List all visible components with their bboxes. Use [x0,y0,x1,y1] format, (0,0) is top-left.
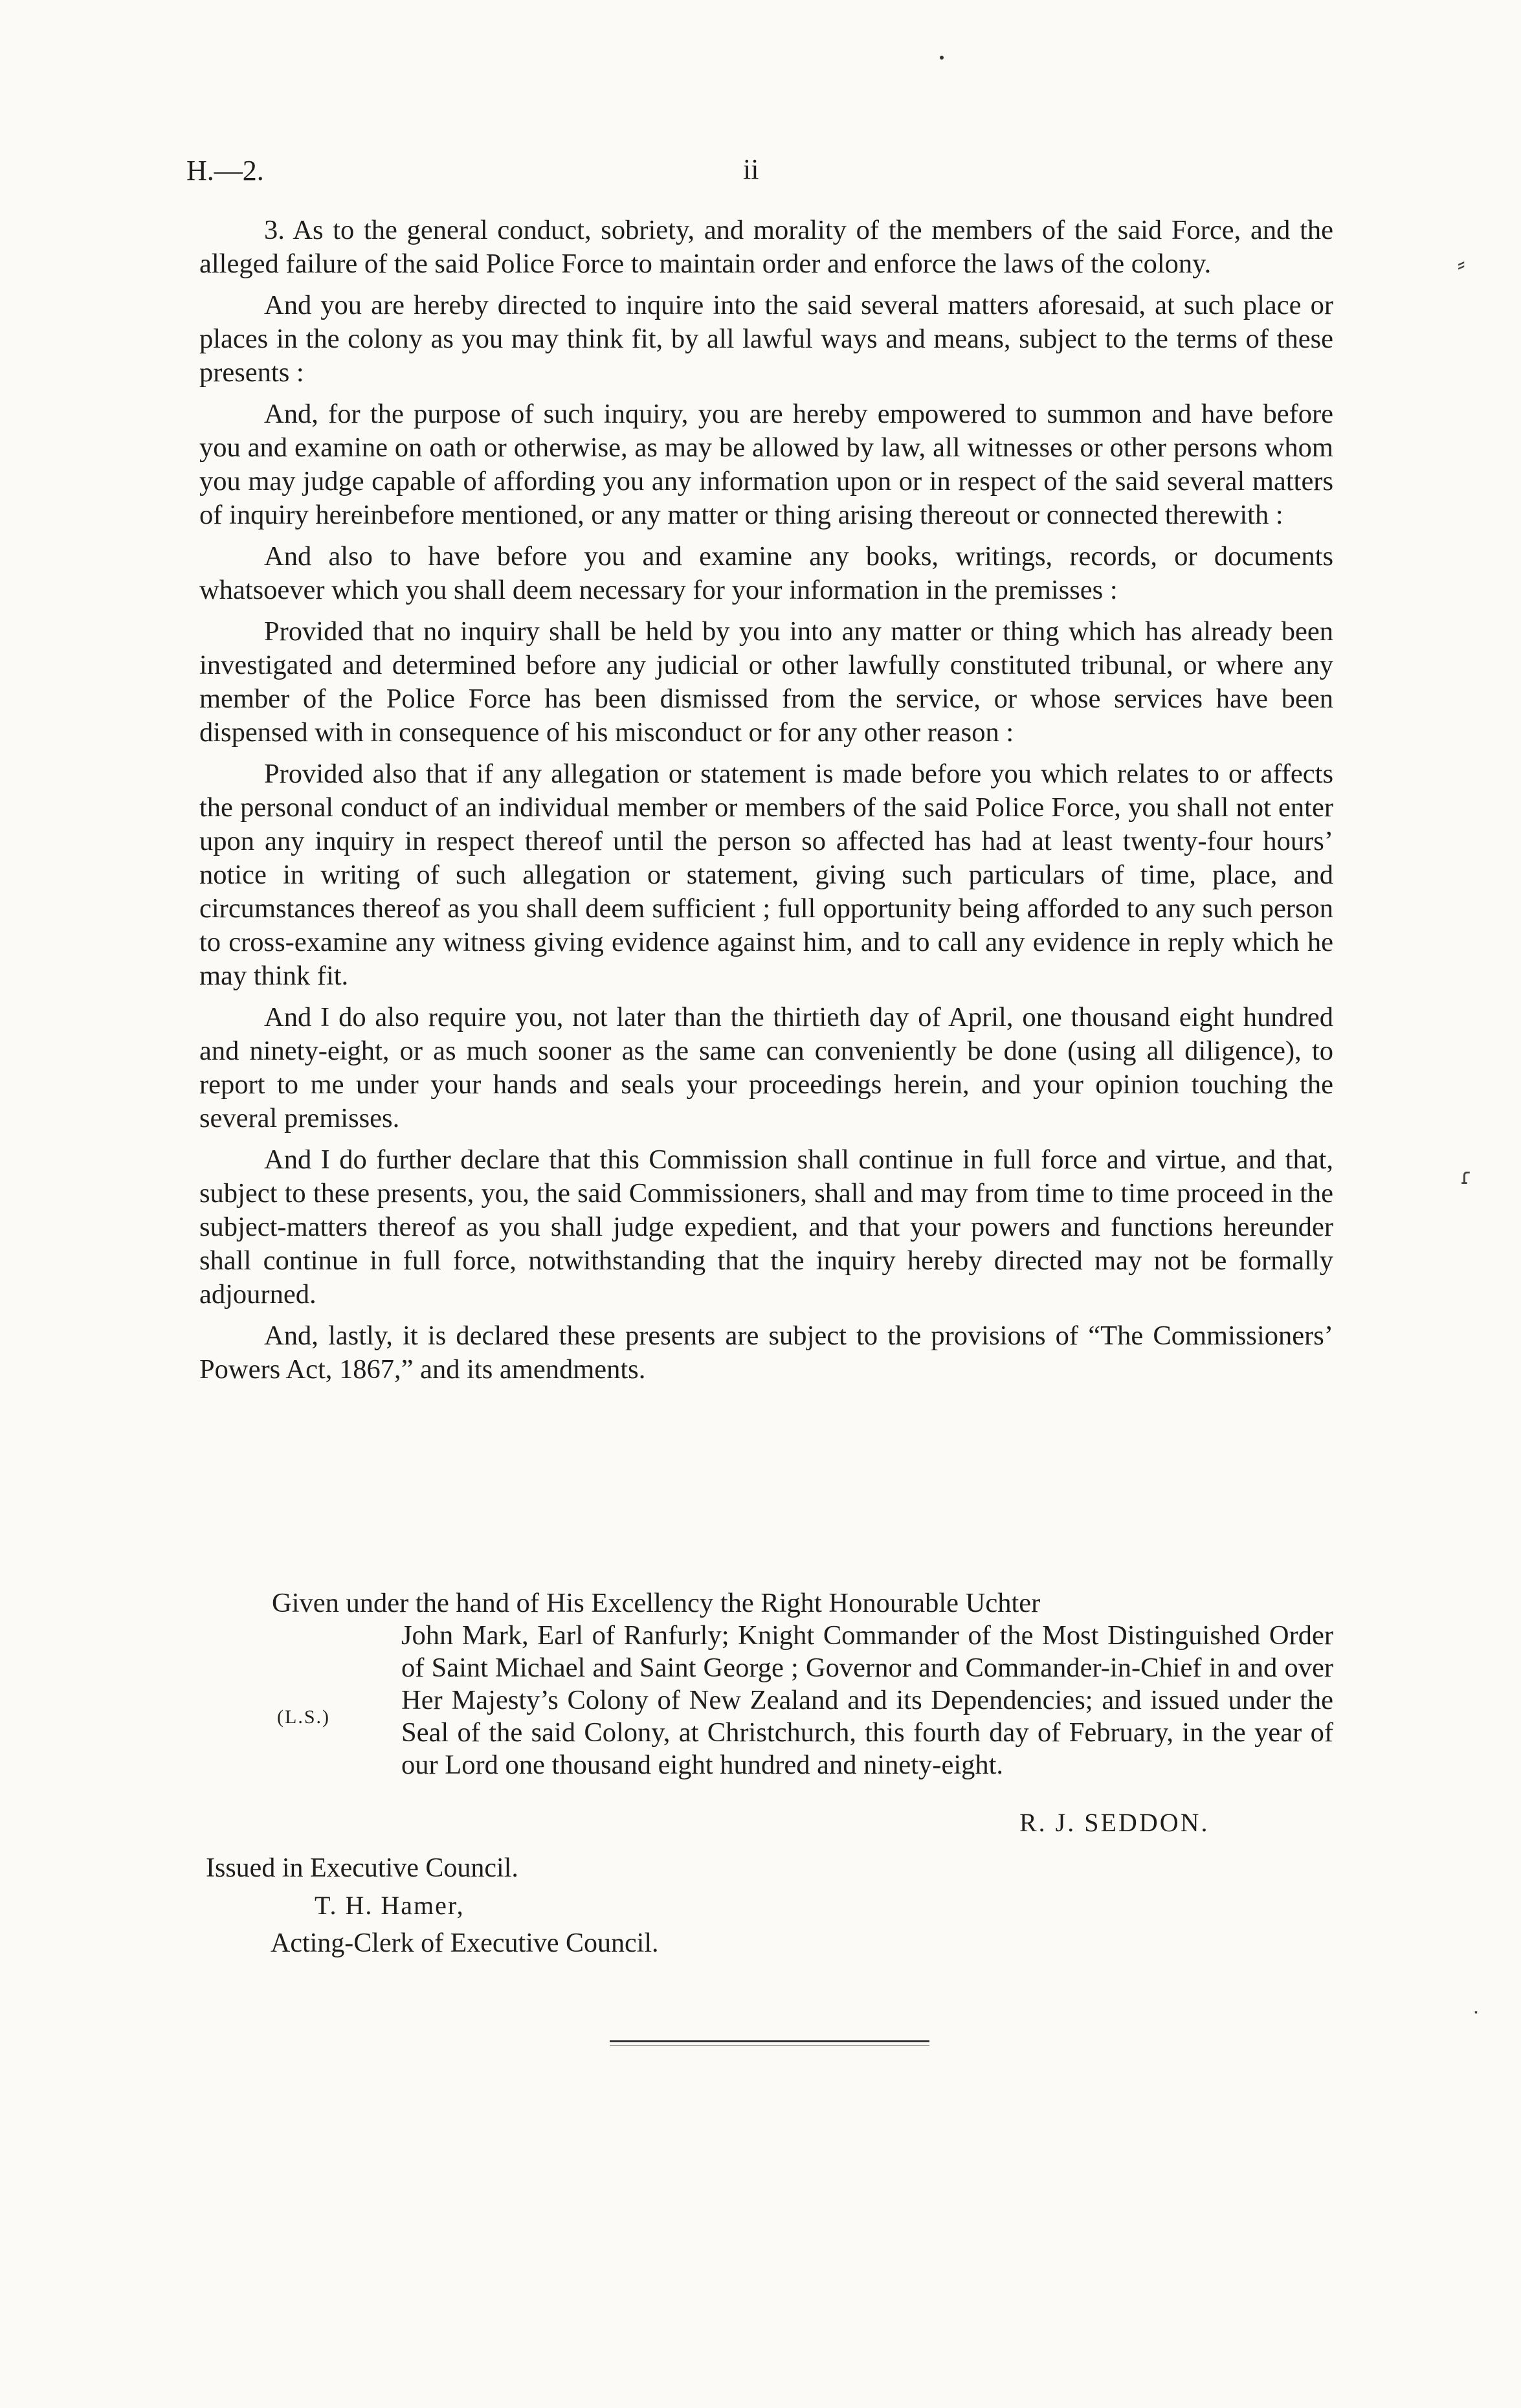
paragraph-report-deadline: And I do also require you, not later than the thirtieth day of April, one thousand eight hundred and ninety-eight, or as much sooner as the same can conveniently be done (using all diligence), to report to me under your hands and seals your proceedings herein, and your opinion touching the several premisses. [199,1002,1333,1133]
issued-line: Issued in Executive Council. [206,1853,518,1883]
seal-mark: (L.S.) [277,1706,330,1728]
paragraph-provisions-act: And, lastly, it is declared these presents are subject to the provisions of “The Commissioners’ Powers Act, 1867,” and its amendments. [199,1321,1333,1385]
margin-mark-middle-right: ɾ [1460,1164,1472,1190]
clerk-name: T. H. Hamer, [315,1891,465,1920]
paragraph-empowered-summon: And, for the purpose of such inquiry, you are hereby empowered to summon and have before you and examine on oath or otherwise, as may be allowed by law, all witnesses or other persons whom you may judge capable of affording you any information upon or in respect of the said several matters of inquiry hereinbefore mentioned, or any matter or thing arising thereout or connected therewith : [199,399,1333,530]
paragraph-conduct: 3. As to the general conduct, sobriety, and morality of the members of the said Force, and the alleged failure of the said Police Force to maintain order and enforce the laws of the colony. [199,215,1333,279]
speck-mark [940,56,944,60]
paragraph-directed-inquire: And you are hereby directed to inquire into the said several matters aforesaid, at such place or places in the colony as you may think fit, by all lawful ways and means, subject to the terms of these presents : [199,290,1333,388]
margin-mark-bottom-right: ˙ [1471,2008,1482,2034]
document-reference: H.—2. [186,155,264,186]
paragraph-continuation: And I do further declare that this Commission shall continue in full force and virtue, and that, subject to these presents, you, the said Commissioners, shall and may from time to time proceed in the subject-matters thereof as you shall judge expedient, and that your powers and functions hereunder shall continue in full force, notwithstanding that the inquiry hereby directed may not be formally adjourned. [199,1144,1333,1310]
margin-mark-top-right: ⸗ [1458,251,1465,277]
clerk-title: Acting-Clerk of Executive Council. [271,1928,659,1958]
paragraph-proviso-prior-matters: Provided that no inquiry shall be held by you into any matter or thing which has already been investigated and determined before any judicial or other lawfully constituted tribunal, or where any member of the Police Force has been dismissed from the service, or whose services have been dispensed with in consequence of his misconduct or for any other reason : [199,616,1333,748]
closing-rule [610,2040,929,2042]
paragraph-proviso-notice: Provided also that if any allegation or statement is made before you which relates to or affects the personal conduct of an individual member or members of the said Police Force, you shall not enter upon any inquiry in respect thereof until the person so affected has had at least twenty-four hours’ notice in writing of such allegation or statement, giving such particulars of time, place, and circumstances thereof as you shall deem sufficient ; full opportunity being afforded to any such person to cross-examine any witness giving evidence against him, and to call any evidence in reply which he may think fit. [199,759,1333,991]
page-number: ii [743,153,759,185]
given-first-line: Given under the hand of His Excellency the Right Honourable Uchter [272,1588,1041,1618]
paragraph-books-records: And also to have before you and examine any books, writings, records, or documents whatsoever which you shall deem necessary for your information in the premisses : [199,541,1333,605]
given-under-hand-block [272,1587,1333,1781]
signatory-name: R. J. SEDDON. [1019,1808,1210,1837]
given-continuation: John Mark, Earl of Ranfurly; Knight Commander of the Most Distinguished Order of Saint Michael and Saint George ; Governor and Commander-in-Chief in and over Her Majesty’s Colony of New Zealand and its Dependencies; and issued under the Seal of the said Colony, at Christchurch, this fourth day of February, in the year of our Lord one thousand eight hundred and ninety-eight. [401,1620,1333,1780]
commission-body [199,214,1333,1394]
